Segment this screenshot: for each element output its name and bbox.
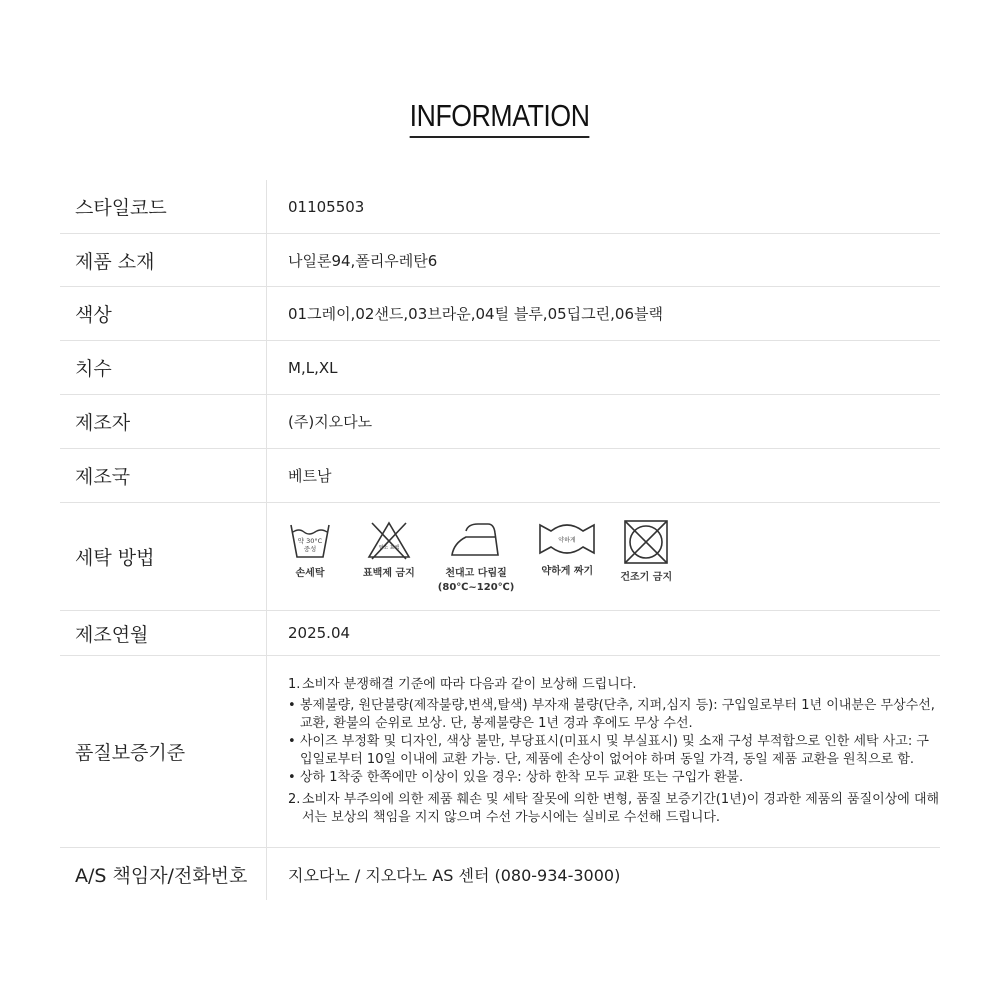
no-tumble-dry-icon — [623, 519, 669, 565]
care-no-dryer — [620, 519, 672, 585]
row-label: A/S 책임자/전화번호 — [60, 848, 267, 900]
hand-wash-icon — [288, 519, 332, 561]
care-caption: 손세탁 — [295, 567, 325, 579]
care-iron — [438, 519, 515, 595]
row-material — [60, 234, 940, 287]
gentle-wring-icon — [537, 519, 597, 559]
care-wring — [537, 519, 597, 579]
info-table — [60, 180, 940, 900]
row-label: 색상 — [60, 287, 267, 340]
page-title: INFORMATION — [410, 98, 590, 138]
quality-bullet: • 상하 1착중 한쪽에만 이상이 있을 경우: 상하 한착 모두 교환 또는 구입가 환불. — [288, 769, 940, 787]
row-value: 01그레이,02샌드,03브라운,04틸 블루,05딥그린,06블랙 — [288, 305, 663, 323]
row-label: 스타일코드 — [60, 180, 267, 233]
no-bleach-text: 염소 표백 — [378, 544, 400, 551]
row-value — [267, 519, 940, 595]
quality-bullet: • 사이즈 부정확 및 디자인, 색상 불만, 부당표시(미표시 및 부실표시) 및 소재 구성 부적합으로 인한 세탁 사고: 구입일로부터 10일 이내에 교환 가능. 단, 제품에 손상이 없어야 하며 동일 가격, 동일 제품 교환을 원칙으로 함. — [288, 733, 940, 769]
quality-item-1-text: 소비자 분쟁해결 기준에 따라 다음과 같이 보상해 드립니다. — [302, 677, 637, 692]
row-value: 지오다노 / 지오다노 AS 센터 (080-934-3000) — [288, 865, 621, 885]
row-size — [60, 341, 940, 395]
hand-wash-text-2: 중성 — [303, 544, 317, 553]
row-value: (주)지오다노 — [288, 413, 373, 431]
row-label: 치수 — [60, 341, 267, 394]
row-label: 제품 소재 — [60, 234, 267, 286]
care-caption: 표백제 금지 — [363, 567, 415, 579]
row-date — [60, 611, 940, 656]
row-label: 제조자 — [60, 395, 267, 448]
quality-item-2: 2. 소비자 부주의에 의한 제품 훼손 및 세탁 잘못에 의한 변형, 품질 보증기간(1년)이 경과한 제품의 품질이상에 대해서는 보상의 책임을 지지 않으며 수선 가능시에는 실비로 수선해 드립니다. — [288, 792, 940, 825]
row-label: 제조연월 — [60, 611, 267, 655]
care-caption: 약하게 짜기 — [541, 565, 594, 577]
row-color — [60, 287, 940, 341]
wring-text: 약하게 — [558, 536, 577, 544]
row-value: 01105503 — [288, 197, 365, 216]
care-no-bleach — [363, 519, 415, 581]
hand-wash-text-1: 약 30°C — [297, 536, 323, 545]
row-as — [60, 848, 940, 900]
row-value: 2025.04 — [288, 624, 351, 642]
iron-icon — [448, 519, 504, 561]
row-label: 품질보증기준 — [60, 656, 267, 847]
row-country — [60, 449, 940, 503]
row-style-code — [60, 180, 940, 234]
care-caption: 건조기 금지 — [620, 571, 673, 583]
row-label: 제조국 — [60, 449, 267, 502]
no-bleach-icon — [366, 519, 412, 561]
quality-bullet: • 봉제불량, 원단불량(제작불량,변색,탈색) 부자재 불량(단추, 지퍼,심지 등): 구입일로부터 1년 이내분은 무상수선, 교환, 환불의 순위로 보상. 단, 봉제불량은 1년 경과 후에도 무상 수선. — [288, 697, 940, 733]
row-maker — [60, 395, 940, 449]
row-value: 베트남 — [288, 467, 332, 485]
care-icons — [288, 519, 940, 595]
row-label: 세탁 방법 — [60, 503, 267, 610]
care-hand-wash — [288, 519, 332, 581]
care-caption: 천대고 다림질 (80℃~120℃) — [437, 567, 515, 593]
page-title-wrap — [0, 98, 1000, 138]
row-value: M,L,XL — [288, 358, 338, 377]
row-value: 나일론94,폴리우레탄6 — [288, 251, 438, 270]
quality-text — [267, 676, 940, 827]
quality-item-1: 1. 소비자 분쟁해결 기준에 따라 다음과 같이 보상해 드립니다. — [288, 677, 637, 692]
row-quality — [60, 656, 940, 848]
row-wash — [60, 503, 940, 611]
quality-bullets — [288, 697, 940, 787]
quality-item-2-text: 소비자 부주의에 의한 제품 훼손 및 세탁 잘못에 의한 변형, 품질 보증기간(1년)이 경과한 제품의 품질이상에 대해서는 보상의 책임을 지지 않으며 수선 가능시에는 실비로 수선해 드립니다. — [302, 792, 940, 825]
